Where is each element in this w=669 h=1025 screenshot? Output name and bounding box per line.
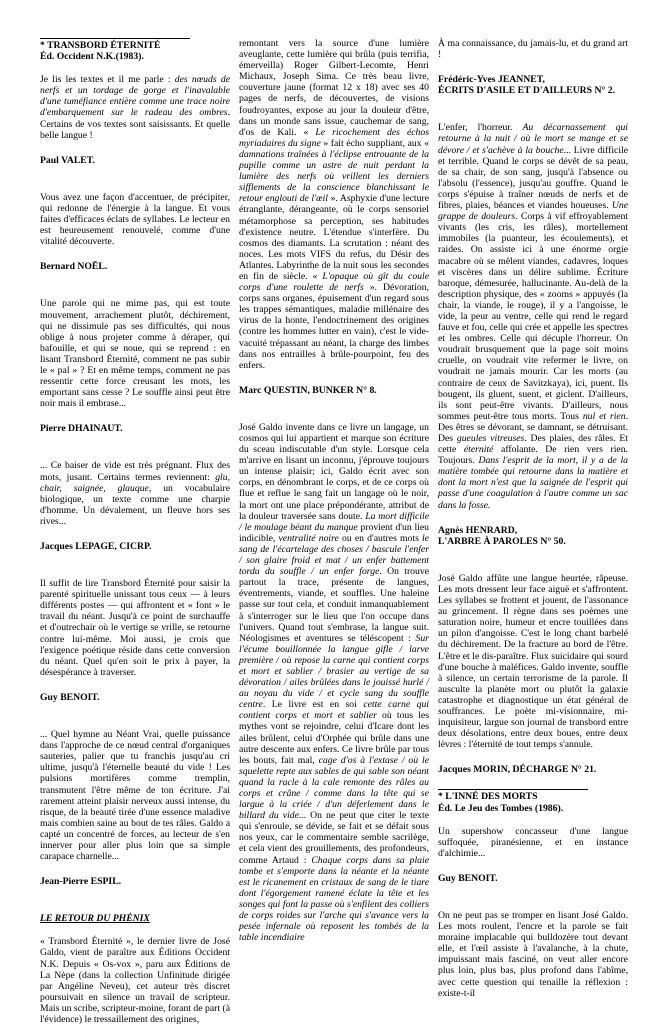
book-subheading: Éd. Occident N.K.(1983). (40, 51, 144, 63)
review-text: ... Quel hymne au Néant Vrai, quelle puissance dans l'approche de ce nœud central d'organiques sauteries, palier que tu franchis jusqu'au cri ultime, jusqu'à l'éternelle beauté du vide ! Les pulsions mortifères comme tremplin, transmutent l'être même de ton écriture. J'ai rarement atteint plaisir nerveux aussi intense, du risque, de la beauté tirée d'une essence maladive mais combien saine au bout de tes râles. Galdo a capté un concentré de forces, au lecteur de s'en innerver pour aller plus loin que sa simple carapace charnelle... (40, 729, 230, 863)
review-text: Un supershow concasseur d'une langue suffoquée, piranésienne, et en instance d'alchimie... (438, 825, 628, 859)
review-text: On ne peut pas se tromper en lisant José Galdo. Les mots roulent, l'encre et la parole se fait moraine implacable qui bulldozère tout devant elle, et l'œil assiste à l'avalanche, à la chute, impuissant mais fasciné, on veut aller encore plus loin, plus bas, plus profond dans l'abîme, avec cette question qui tenaille la réflexion : existe-t-il (438, 910, 628, 999)
book-subheading: Éd. Le Jeu des Tombes (1986). (438, 802, 564, 814)
review-signature: Pierre DHAINAUT. (40, 423, 123, 435)
review-text: José Galdo invente dans ce livre un langage, un cosmos qui lui appartient et marque son écriture du sceau indiscutable d'un style. Lorsque cela m'arrive en lisant un inconnu, j'éprouve toujours un intense plaisir; ici, Galdo écrit avec son corps, en dénombrant le corps, et de ce corps où flue et reflue le sang fait un langage où le noir, la mort ont une place prépondérante, attribut de la douleur traversée sans doute. La mort difficile / le moulage béant du manque provient d'un lieu indicible, ventralité noire ou en d'autres mots le sang de l'écartelage des choses / bascule l'enfer / son glaire froid et mat / un enfer battement tordu du souffle / un enfer forge. On trouve partout la trace, présente de langues, éventrements, viande, et souffles. Une haleine passe sur tout cela, et conduit inmanquablement à s'interroger sur le lieu que l'on occupe dans l'univers. Quand tout s'embrase, la langue suit. Néologismes et aventures se téléscopent : Sur l'écume bouillonnée la langue gifle / larve première / où repose la carne qui contient corps et mort et sablier / brasier au vertige de sa dévoration / ailes brûlées dans le jouissé hurlé / au noyau du vide / et cycle sang du souffle centre. Le livre est en soi cette carne qui contient corps et mort et sablier où tous les mythes vont se rejoindre, celui d'Icare dont les ailes brûlent, celui d'Orphée qui brûle dans une autre descente aux enfers. Ce livre brûle par tous les bouts, fait mal, cage d'os à l'extase / où le squelette repte aux sables de qui sable son néant quand la racle à la cale remonte des râles au corps et crâne / comme dans la tête qui se largue à la criée / d'un déferlement dans le billard du vide... On ne peut que citer le texte qui s'enroule, se dévide, se fait et se défait sous nos yeux, car le commentaire semble sacrilège, et cela vient des grouillements, des profondeurs, comme Artaud : Chaque corps dans sa plaie tombe et s'emporte dans la néante et la néante est le ricanement en cristaux de sang de le tiare dont l'égorgement ramené éclate la tête et les songes qui font la passe où s'enfilent des colliers de corps roides sur l'arche qui s'avance vers la pesée infernale où reposent les tombés de la table incendiaire (239, 421, 430, 944)
review-signature: Frédéric-Yves JEANNET, (438, 74, 545, 86)
review-signature: Agnès HENRARD, (438, 524, 518, 536)
page (40, 38, 629, 1025)
review-text: À ma connaissance, du jamais-lu, et du grand art ! (438, 38, 628, 61)
review-text: José Galdo affûte une langue heurtée, râpeuse. Les mots dressent leur face aiguë et s'affrontent. Les syllabes se frottent et jouent, de l'assonance au grincement. Il règne dans ses poèmes une saturation noire, humeur et encre touillées dans un pilon d'angoisse. C'est le long chant barbelé du déchirement. De la fracture au bord de l'être. L'être et le dis-paraître. Flux suicidaire qui sourd d'une bouche à maléfices. Galdo invente, souffle à silence, un certain terrorisme de la parole. Il ausculte la planète mort ou plutôt la galaxie catastrophe et diagnostique un état général de souffrances. Le poète mi-visionnaire, mi-inquisiteur, largue son journal de transbord entre deux désolations, entre deux boues, entre deux lèvres : l'éternité de tout temps s'annule. (438, 572, 628, 751)
review-source: ÉCRITS D'ASILE ET D'AILLEURS N° 2. (438, 85, 616, 97)
review-text: Une parole qui ne mime pas, qui est toute mouvement, arrachement plutôt, déchirement, qui ne dissimule pas ses difficultés, qui nous oblige à nous projeter comme à déraper, qui bafouille, et qui se noue, qui se reprend : en lisant Transbord Éternité, comment ne pas subir le « pal » ? Et en même temps, comment ne pas ressentir cette force creusant les mots, les emportant sans cesse ? Le souffle ainsi peut être noir mais il embrase... (40, 298, 230, 410)
review-signature: Jacques MORIN, DÉCHARGE N° 21. (438, 764, 597, 776)
review-signature: Guy BENOIT. (438, 872, 498, 884)
heading-rule (40, 38, 190, 39)
review-signature: Jean-Pierre ESPIL. (40, 876, 122, 888)
column-2 (239, 38, 430, 944)
column-3 (438, 38, 628, 999)
review-source: L'ARBRE À PAROLES N° 50. (438, 535, 566, 547)
section-title: LE RETOUR DU PHÉNIX (40, 913, 150, 925)
review-text: « Transbord Éternité », le dernier livre de José Galdo, vient de paraître aux Éditions Occident N.K. Depuis « Os-vox », paru aux Éditions de La Nèpe (dans la collection Unfinitude dirigée par Angéline Neveu), cet auteur très discret poursuivait en silence un travail de scripteur. Mais un scribe, scripteur-moine, forant de part (à l'évidence) le tressaillement des origines, (40, 936, 230, 1025)
review-text: Il suffit de lire Transbord Éternité pour saisir la parenté spirituelle unissant tous ceux — à leurs différents postes — qui affrontent et « font » le travail du néant. Jusqu'à ce point de surchauffe et d'outrechair où le vertige se vrille, se retourne contre lui-même. Moi aussi, je crois que l'exigence poétique réside dans cette conversion du néant. Quel qu'en soit le prix à payer, la désespérance à traverser. (40, 578, 230, 678)
review-signature: Marc QUESTIN, BUNKER N° 8. (239, 384, 377, 396)
review-text: remontant vers la source d'une lumière aveuglante, cette lumière qui brûla (puis terrifia, émerveilla) Roger Gilbert-Lecomte, Henri Michaux, Joseph Sima. Ce très beau livre, couverture jaune (format 12 x 18) avec ses 40 pages de nerfs, de découvertes, de visions foudroyantes, expose au jour la douleur d'être, dans un monde sans issue, cauchemar de sang, d'os de Kali. « Le ricochement des échos myriadaires du signe » fait écho suppliant, aux « damnations traînées à l'éclipse entrouante de la pupille comme un astre de nuit perdant la lumière des nerfs où vrillent les derniers sifflements de la conscience blanchissant le retour englouti de l'œil ». Asphyxie d'une lecture étranglante, dérangeante, où le corps sensoriel métamorphose sa perception, ses habitudes d'existence neutre. L'étendue s'interfère. Du cosmos des diamants. La scrutation : néant des noces. Les mots VIFS du refus, du Désir des Atlantes. Labyrinthe de la nuit sous les secondes en fin de siècle. « L'opaque où gît du coule corps d'une roulette de nerfs ». Dévoration, corps sans organes, épuisement d'un regard sous les trappes sémantiques, maladie millénaire des virus de la honte, l'endoctrinement des origines (contre les hommes lutter en vain), c'est le vide-vacuité trépassant au néant, la charge des limbes dans nos entrailles à brûle-pourpoint, feu des enfers. (239, 38, 429, 371)
review-signature: Paul VALET. (40, 154, 95, 166)
column-1 (40, 38, 230, 1025)
review-text: ... Ce baiser de vide est très prégnant. Flux des mots, jusant. Certains termes reviennent: glu, chair, saignée, glauque, un vocabulaire biologique, un texte comme une charpie d'homme. Un dévalement, un fleuve hors ses rives... (40, 460, 230, 527)
review-signature: Jacques LEPAGE, CICRP. (40, 541, 152, 552)
review-text: Je lis les textes et il me parle : des nœuds de nerfs et un tordage de gorge et l'inavalable d'une tuméfiance entière comme une trace noire d'embarquement sur le radeau des ombres. Certains de vos textes sont saisissants. Et quelle belle langue ! (40, 74, 230, 141)
review-text: Vous avez une façon d'accentuer, de précipiter, qui redonne de l'énergie à la langue. Et vous faites d'efficaces éclats de syllabes. Le lecteur en est heureusement renouvelé, comme d'une vitalité découverte. (40, 191, 230, 248)
review-signature: Guy BENOIT. (40, 691, 100, 703)
review-signature: Bernard NOËL. (40, 261, 108, 273)
book-heading: * L'INNÉ DES MORTS (438, 791, 538, 803)
book-heading: * TRANSBORD ÉTERNITÉ (40, 40, 161, 51)
review-text: L'enfer, l'horreur. Au décarnassement qui retourne à la nuit / où le mort se mange et se dévore / et s'achève à la bouche... Livre difficile et terrible. Quand le corps se dévêt de sa peau, de sa chair, de son sang, jusqu'à l'absence ou l'absolu (l'essence), jusqu'au gouffre. Quand le corps s'épuise à traîner nœuds de nerfs et de fibres, plaies, béances et viandes houeuses. Une grappe de douleurs. Corps à vif effroyablement vivants (les cris, les râles), mortellement immobiles (la puanteur, les écoulements), et raides. On assiste ici à une énorme orgie macabre où se mêlent viandes, cadavres, loques et viscères dans un délire sublime. Écriture baroque, démesurée, hallucinante. Au-delà de la description physique, des « zooms » appuyés (la chair, la viande, le rouge), il y a l'angoisse, le vide, la peur au ventre, celle qui rend le regard fauve et fou, celle qui crée et appelle les spectres et les ombres. Celle qui décuple l'horreur. On voudrait brusquement que la page soit moins cruelle, on voudrait vite refermer le livre, on voudrait ne jamais mourir. Car les morts (au contraire de ceux de Savitzkaya), ici, puent. Ils bougent, ils gluent, suent, et giclent. D'ailleurs, ils sont peut-être vivants. D'ailleurs, nous sommes peut-être tous morts. Tous nul et rien. Des êtres se dévorant, se damnant, se détruisant. Des gueules vitreuses. Des plaies, des râles. Et cette éternité affolante. De rien vers rien. Toujours. Dans l'esprit de la mort, il y a de la matière tombée qui retourne dans la matière et dont la mort n'est que la saignée de l'esprit qui passe d'une coagulation à l'autre comme un sac dans la fosse. (438, 122, 628, 511)
